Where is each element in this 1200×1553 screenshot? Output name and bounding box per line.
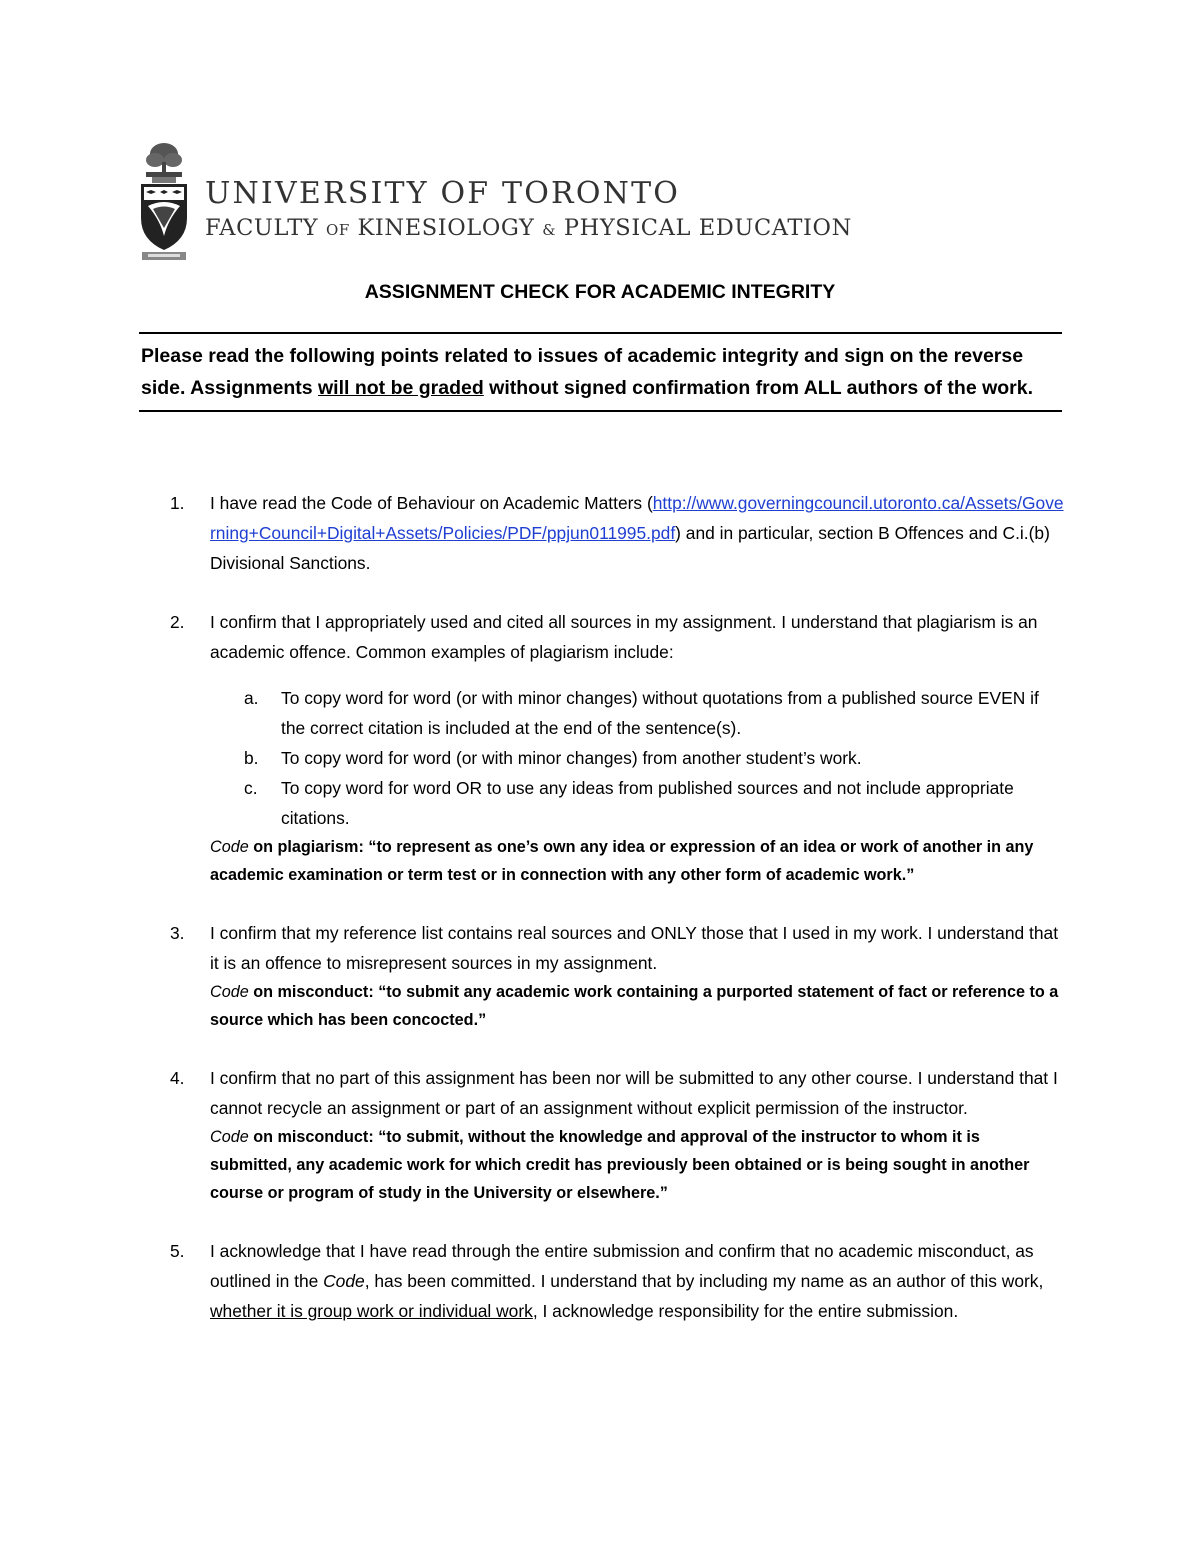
code-quote-misconduct-2 [210, 1123, 1064, 1207]
page-title: ASSIGNMENT CHECK FOR ACADEMIC INTEGRITY [364, 281, 836, 303]
code-text: “to submit any academic work containing a purported statement of fact or reference to a source which has been concocted.” [210, 983, 1059, 1029]
policy-link[interactable]: http://www.governingcouncil.utoronto.ca/Assets/Governing+Council+Digital+Assets/Policies/PDF/ppjun011995.pdf [210, 493, 1064, 543]
item-text-after: ) and in particular, section B Offences and C.i.(b) Divisional Sanctions. [210, 523, 1050, 573]
code-word: Code [210, 838, 249, 856]
item-text-before: I have read the Code of Behaviour on Academic Matters ( [210, 493, 653, 513]
sub-text: To copy word for word OR to use any ideas from published sources and not include appropriate citations. [281, 778, 1014, 828]
code-quote-plagiarism [210, 833, 1064, 889]
code-quote-misconduct-1 [210, 978, 1064, 1034]
item-underlined: whether it is group work or individual work [210, 1301, 533, 1321]
code-word: Code [210, 1128, 249, 1146]
intro-text-2: without signed confirmation from ALL authors of the work. [483, 377, 1034, 399]
item-text-before: I acknowledge that I have read through the entire submission and confirm that no academic misconduct, as outlined in the [210, 1241, 1034, 1291]
faculty-logo [138, 140, 938, 268]
sub-item-a [210, 683, 1064, 743]
item-number: 5. [170, 1241, 185, 1261]
list-item-5 [139, 1236, 1064, 1326]
plagiarism-examples [210, 683, 1064, 833]
sub-letter: b. [244, 748, 259, 768]
faculty-ampersand: & [542, 221, 557, 239]
list-item-4 [139, 1063, 1064, 1207]
faculty-physical-education: PHYSICAL EDUCATION [563, 215, 852, 241]
item-text-after: , I acknowledge responsibility for the entire submission. [532, 1301, 959, 1321]
sub-letter: a. [244, 688, 259, 708]
item-number: 1. [170, 493, 185, 513]
list-item-1 [139, 488, 1064, 578]
university-crest-icon [138, 140, 190, 266]
item-number: 2. [170, 612, 185, 632]
code-label: on misconduct: [248, 1128, 379, 1146]
integrity-list [139, 488, 1064, 1326]
intro-notice [139, 332, 1062, 412]
university-name: UNIVERSITY OF TORONTO [205, 176, 681, 211]
sub-text: To copy word for word (or with minor changes) from another student’s work. [281, 748, 862, 768]
faculty-word: FACULTY [205, 215, 319, 241]
item-text: I confirm that I appropriately used and cited all sources in my assignment. I understand that plagiarism is an academic offence. Common examples of plagiarism include: [210, 612, 1038, 662]
code-label: on plagiarism: [248, 838, 369, 856]
faculty-of: OF [326, 221, 350, 239]
sub-item-c [210, 773, 1064, 833]
intro-text-1: Please read the following points related to issues of academic integrity and sign on the reverse side. Assignments [141, 345, 1024, 399]
intro-underlined: will not be graded [318, 377, 484, 399]
code-word: Code [210, 983, 249, 1001]
code-text: “to represent as one’s own any idea or expression of an idea or work of another in any academic examination or term test or in connection with any other form of academic work.” [210, 838, 1034, 884]
sub-item-b [210, 743, 1064, 773]
faculty-kinesiology: KINESIOLOGY [357, 215, 535, 241]
item-text: I confirm that no part of this assignment has been nor will be submitted to any other course. I understand that I cannot recycle an assignment or part of an assignment without explicit permission of the instructor. [210, 1068, 1058, 1118]
sub-letter: c. [244, 778, 258, 798]
list-item-2 [139, 607, 1064, 889]
code-text: “to submit, without the knowledge and approval of the instructor to whom it is submitted, any academic work for which credit has previously been obtained or is being sought in another course or program of study in the University or elsewhere.” [210, 1128, 1030, 1202]
item-text-mid: , has been committed. I understand that by including my name as an author of this work, [364, 1271, 1044, 1291]
item-number: 3. [170, 923, 185, 943]
code-label: on misconduct: [248, 983, 379, 1001]
item-number: 4. [170, 1068, 185, 1088]
item-text: I confirm that my reference list contains real sources and ONLY those that I used in my work. I understand that it is an offence to misrepresent sources in my assignment. [210, 923, 1059, 973]
list-item-3 [139, 918, 1064, 1034]
sub-text: To copy word for word (or with minor changes) without quotations from a published source EVEN if the correct citation is included at the end of the sentence(s). [281, 688, 1039, 738]
faculty-name [205, 215, 852, 241]
item-italic-code: Code [323, 1271, 365, 1291]
